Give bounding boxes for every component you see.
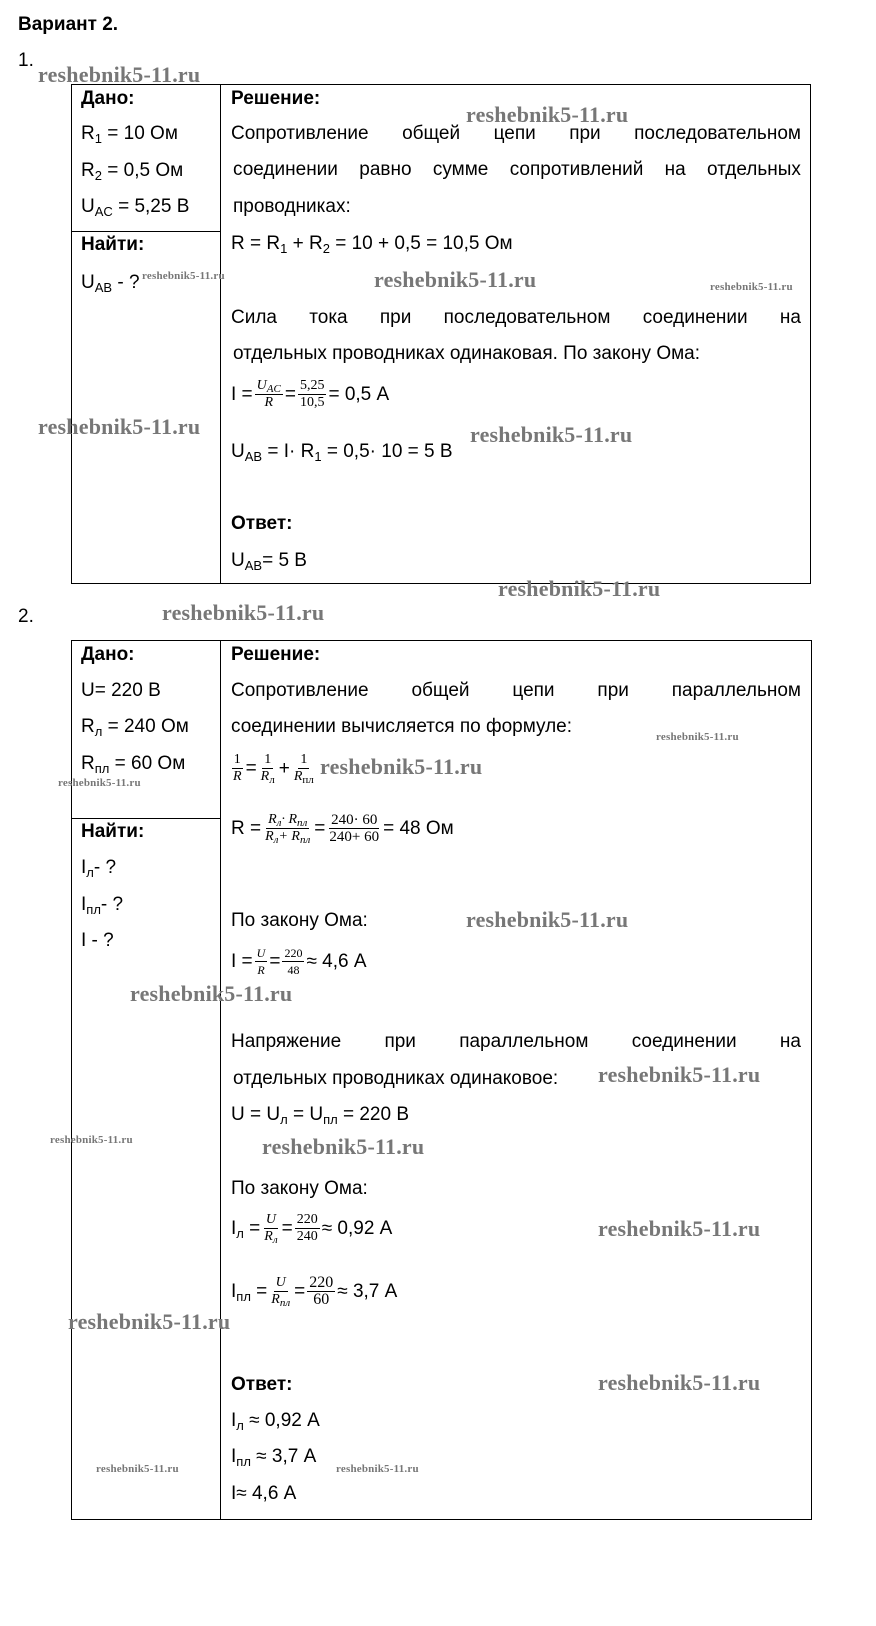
problem2-formula-current-pl: $I_{пл}$ = $\frac{U}{R_{пл}}$ = $\frac{220}{60}$ ≈ 3,7 А: [231, 1274, 398, 1309]
watermark: reshebnik5-11.ru: [130, 981, 293, 1006]
watermark: reshebnik5-11.ru: [162, 600, 325, 625]
problem1-formula-voltage: $U_{AB} = I\cdot R_1 = 0,5\cdot 10 = 5$ В: [231, 441, 453, 464]
problem1-find-title: Найти:: [81, 234, 145, 255]
problem2-formula-current-l: $I_л$ = $\frac{U}{R_л}$ = $\frac{220}{240}$ ≈ 0,92 А: [231, 1212, 393, 1246]
problem2-answer-i: I≈ 4,6 А: [231, 1483, 297, 1504]
watermark: reshebnik5-11.ru: [38, 62, 201, 87]
fraction-numeric-values: $\frac{240\cdot 60}{240+ 60}$: [329, 812, 380, 845]
problem2-solution-title: Решение:: [231, 644, 321, 665]
problem1-answer-title: Ответ:: [231, 513, 293, 534]
problem1-column-divider: [220, 84, 221, 584]
problem2-find-il: $I_л-$ ?: [81, 857, 117, 880]
watermark: reshebnik5-11.ru: [598, 1216, 761, 1241]
problem1-solution-line1: Сопротивление общей цепи при последовательном: [231, 123, 801, 144]
problem2-answer-title: Ответ:: [231, 1374, 293, 1395]
problem1-formula-resistance: $R = R_1 + R_2 = 10 + 0,5 = 10,5$ Ом: [231, 233, 513, 256]
problem1-solution-line3: проводниках:: [233, 196, 351, 217]
watermark: reshebnik5-11.ru: [466, 907, 629, 932]
watermark: reshebnik5-11.ru: [320, 754, 483, 779]
problem2-formula-voltage: $U = U_л = U_{пл} = 220$ В: [231, 1104, 410, 1127]
problem1-given-uac: $U_{AC} = 5,25$ В: [81, 196, 190, 219]
watermark: reshebnik5-11.ru: [470, 422, 633, 447]
problem2-find-i: I - ?: [81, 930, 114, 951]
fraction-u-over-rl: $\frac{U}{R_л}$: [264, 1212, 278, 1246]
problem2-given-rpl: $R_{пл} = 60$ Ом: [81, 753, 186, 776]
problem2-number: 2.: [18, 606, 34, 627]
problem1-row-divider: [71, 231, 221, 232]
problem2-given-title: Дано:: [81, 644, 135, 665]
watermark: reshebnik5-11.ru: [58, 777, 141, 789]
watermark: reshebnik5-11.ru: [374, 267, 537, 292]
watermark: reshebnik5-11.ru: [262, 1134, 425, 1159]
problem1-given-r2: $R_2 = 0,5$ Ом: [81, 160, 184, 183]
fraction-u-over-r: $\frac{U}{R}$: [256, 946, 266, 977]
watermark: reshebnik5-11.ru: [336, 1463, 419, 1475]
problem2-formula-current: I = $\frac{U}{R}$ = $\frac{220}{48}$ ≈ 4,6 А: [231, 946, 367, 977]
problem2-solution-line3: Напряжение при параллельном соединении на: [231, 1031, 801, 1052]
problem1-number: 1.: [18, 50, 34, 71]
fraction-one-over-rpl: $\frac{1}{R_{пл}}$: [293, 752, 314, 786]
problem1-solution-line4: Сила тока при последовательном соединении на: [231, 307, 801, 328]
problem2-column-divider: [220, 640, 221, 1520]
problem2-formula-resistance: R = $\frac{R_л\cdot R_{пл}}{R_л+ R_{пл}}$ = $\frac{240\cdot 60}{240+ 60}$ = 48 Ом: [231, 812, 454, 846]
fraction-product-over-sum: $\frac{R_л\cdot R_{пл}}{R_л+ R_{пл}}$: [265, 812, 311, 846]
fraction-220-48: $\frac{220}{48}$: [284, 946, 303, 977]
fraction-values: $\frac{5,25}{10,5}$: [299, 378, 325, 410]
problem1-solution-title: Решение:: [231, 88, 321, 109]
watermark: reshebnik5-11.ru: [68, 1309, 231, 1334]
watermark: reshebnik5-11.ru: [38, 414, 201, 439]
fraction-one-over-r: $\frac{1}{R}$: [233, 752, 242, 784]
problem1-answer-value: $U_{AB}= 5$ В: [231, 550, 307, 573]
fraction-220-240: $\frac{220}{240}$: [296, 1212, 318, 1244]
problem2-solution-line1: Сопротивление общей цепи при параллельном: [231, 680, 801, 701]
problem2-answer-il: $I_л \approx 0,92$ А: [231, 1410, 320, 1433]
problem1-formula-current: I = $\frac{U_{AC}}{R}$ = $\frac{5,25}{10,5}$ = 0,5 А: [231, 378, 390, 410]
watermark: reshebnik5-11.ru: [50, 1134, 133, 1146]
problem2-given-u: U= 220 В: [81, 680, 161, 701]
watermark: reshebnik5-11.ru: [96, 1463, 179, 1475]
problem2-solution-line4: отдельных проводниках одинаковое:: [233, 1068, 559, 1089]
fraction-uac-r: $\frac{U_{AC}}{R}$: [256, 378, 281, 410]
page-heading: Вариант 2.: [18, 14, 119, 35]
watermark: reshebnik5-11.ru: [710, 281, 793, 293]
fraction-one-over-rl: $\frac{1}{R_л}$: [260, 752, 275, 786]
watermark: reshebnik5-11.ru: [142, 270, 225, 282]
problem2-ohm-law-2: По закону Ома:: [231, 1178, 368, 1199]
problem2-ohm-law-1: По закону Ома:: [231, 910, 368, 931]
fraction-u-over-rpl: $\frac{U}{R_{пл}}$: [271, 1275, 291, 1309]
problem2-solution-line2: соединении вычисляется по формуле:: [231, 716, 573, 737]
problem1-solution-line2: соединении равно сумме сопротивлений на отдельных: [233, 159, 801, 180]
problem1-find-uab: $U_{AB}$ - ?: [81, 272, 140, 295]
fraction-220-60: $\frac{220}{60}$: [309, 1274, 334, 1308]
problem2-row-divider: [71, 818, 221, 819]
watermark: reshebnik5-11.ru: [598, 1370, 761, 1395]
problem2-formula-inverse: $\frac{1}{R}$ = $\frac{1}{R_л}$ + $\frac{1}{R_{пл}}$: [233, 752, 314, 786]
problem1-solution-line5: отдельных проводниках одинаковая. По закону Ома:: [233, 343, 701, 364]
watermark: reshebnik5-11.ru: [598, 1062, 761, 1087]
problem2-given-rl: $R_л = 240$ Ом: [81, 716, 189, 739]
problem2-answer-ipl: $I_{пл} \approx 3,7$ А: [231, 1446, 317, 1469]
problem2-find-ipl: $I_{пл}-$ ?: [81, 894, 124, 917]
problem1-given-r1: $R_1 = 10$ Ом: [81, 123, 178, 146]
problem2-find-title: Найти:: [81, 821, 145, 842]
watermark: reshebnik5-11.ru: [466, 102, 629, 127]
watermark: reshebnik5-11.ru: [656, 731, 739, 743]
problem1-given-title: Дано:: [81, 88, 135, 109]
watermark: reshebnik5-11.ru: [498, 576, 661, 601]
